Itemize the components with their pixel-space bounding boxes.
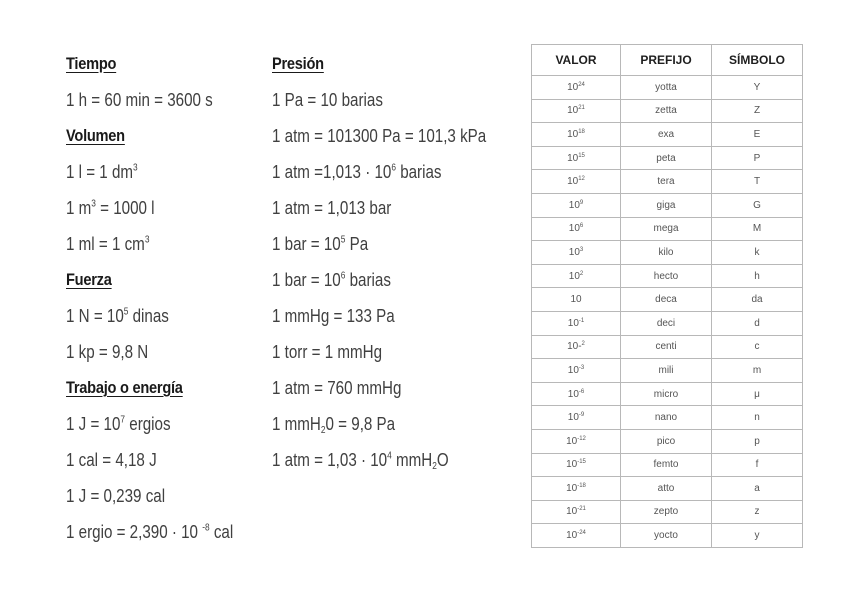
conversion-line <box>66 226 230 262</box>
superscript: 3 <box>133 162 138 174</box>
value-cell <box>532 170 621 194</box>
header-prefijo: PREFIJO <box>621 45 712 76</box>
value-cell <box>532 406 621 430</box>
header-valor: VALOR <box>532 45 621 76</box>
value-cell <box>532 193 621 217</box>
value-base: 10 <box>567 81 579 93</box>
value-exponent: -21 <box>577 506 586 513</box>
section-heading: Fuerza <box>66 270 112 289</box>
prefix-cell: pico <box>621 429 712 453</box>
superscript: 3 <box>91 198 96 210</box>
symbol-cell: Y <box>712 76 803 100</box>
value-base: 10 <box>567 105 579 117</box>
value-base: 10 <box>568 223 580 235</box>
value-exponent: 21 <box>578 105 585 112</box>
conversion-line <box>272 370 477 406</box>
superscript: 7 <box>120 414 126 426</box>
units-column-middle <box>272 46 522 478</box>
symbol-cell: d <box>712 311 803 335</box>
value-cell <box>532 311 621 335</box>
table-row <box>532 264 803 288</box>
value-exponent: 6 <box>579 223 584 230</box>
value-exponent: 15 <box>578 152 585 159</box>
prefix-cell: tera <box>621 170 712 194</box>
value-base: 10 <box>568 270 580 282</box>
symbol-cell: Z <box>712 99 803 123</box>
symbol-cell: P <box>712 146 803 170</box>
value-exponent: -3 <box>578 364 585 371</box>
superscript: 3 <box>144 234 150 246</box>
symbol-cell: c <box>712 335 803 359</box>
table-row <box>532 477 803 501</box>
value-base: 10 <box>566 435 578 447</box>
conversion-line <box>272 226 477 262</box>
prefix-cell: mili <box>621 359 712 383</box>
superscript: 4 <box>387 450 392 462</box>
conversion-line <box>66 442 230 478</box>
symbol-cell: da <box>712 288 803 312</box>
value-exponent: 3 <box>579 246 584 253</box>
conversion-text: 1 atm = 101300 Pa = 101,3 kPa <box>272 125 487 146</box>
conversion-text: 1 atm = 760 mmHg <box>272 377 402 398</box>
symbol-cell: G <box>712 193 803 217</box>
header-simbolo: SÍMBOLO <box>712 45 803 76</box>
conversion-line <box>66 298 230 334</box>
conversion-text: mmH <box>391 449 433 470</box>
symbol-cell: M <box>712 217 803 241</box>
prefix-cell: deci <box>621 311 712 335</box>
section-heading: Volumen <box>66 126 125 145</box>
prefix-cell: yocto <box>621 524 712 548</box>
conversion-line <box>272 154 477 190</box>
conversion-text: 1 ergio = 2,390 · 10 <box>66 521 203 542</box>
prefix-cell: nano <box>621 406 712 430</box>
prefix-cell: femto <box>621 453 712 477</box>
conversion-text: 1 Pa = 10 barias <box>272 89 383 110</box>
conversion-text: 1 bar = 10 <box>272 269 341 290</box>
value-exponent: -9 <box>578 412 585 419</box>
value-base: 10 <box>567 128 579 140</box>
symbol-cell: n <box>712 406 803 430</box>
symbol-cell: k <box>712 241 803 265</box>
conversion-text: dinas <box>128 305 169 326</box>
value-cell <box>532 524 621 548</box>
value-cell <box>532 335 621 359</box>
conversion-line <box>66 190 230 226</box>
prefix-cell: kilo <box>621 241 712 265</box>
prefix-cell: exa <box>621 123 712 147</box>
conversion-text: 1 atm =1,013 · 10 <box>272 161 392 182</box>
conversion-line <box>66 478 230 514</box>
table-row <box>532 76 803 100</box>
value-base: 10 <box>566 506 578 518</box>
value-cell <box>532 99 621 123</box>
table-row <box>532 359 803 383</box>
conversion-text: O <box>436 449 449 470</box>
prefix-cell: micro <box>621 382 712 406</box>
conversion-text: ergios <box>125 413 171 434</box>
prefix-cell: peta <box>621 146 712 170</box>
conversion-text: 1 m <box>66 197 92 218</box>
table-row <box>532 288 803 312</box>
table-row <box>532 311 803 335</box>
symbol-cell: μ <box>712 382 803 406</box>
symbol-cell: T <box>712 170 803 194</box>
value-exponent: 18 <box>578 128 585 135</box>
symbol-cell: m <box>712 359 803 383</box>
table-row <box>532 123 803 147</box>
table-row <box>532 99 803 123</box>
section-heading: Tiempo <box>66 54 117 73</box>
symbol-cell: p <box>712 429 803 453</box>
superscript: 5 <box>123 306 129 318</box>
value-cell <box>532 382 621 406</box>
table-row <box>532 524 803 548</box>
value-cell <box>532 477 621 501</box>
conversion-line <box>66 334 230 370</box>
conversion-line <box>66 406 230 442</box>
conversion-line <box>272 82 477 118</box>
prefix-cell: mega <box>621 217 712 241</box>
value-base: 10 <box>567 176 579 188</box>
value-cell <box>532 453 621 477</box>
table-row <box>532 429 803 453</box>
value-base: 10- <box>567 341 582 353</box>
value-exponent: -6 <box>578 388 585 395</box>
prefix-cell: deca <box>621 288 712 312</box>
superscript: 6 <box>340 270 346 282</box>
conversion-text: barias <box>345 269 391 290</box>
value-base: 10 <box>567 388 579 400</box>
value-exponent: -1 <box>578 317 585 324</box>
symbol-cell: z <box>712 500 803 524</box>
conversion-text: Pa <box>345 233 369 254</box>
superscript: -8 <box>202 522 210 534</box>
table-row <box>532 382 803 406</box>
conversion-text: 1 mmH <box>272 413 321 434</box>
conversion-text: 1 cal = 4,18 J <box>66 449 157 470</box>
table-row <box>532 217 803 241</box>
conversion-line <box>66 82 230 118</box>
value-base: 10 <box>567 317 579 329</box>
value-exponent: 2 <box>579 270 584 277</box>
value-cell <box>532 264 621 288</box>
table-row <box>532 170 803 194</box>
conversion-line <box>272 118 487 154</box>
conversion-text: 1 torr = 1 mmHg <box>272 341 383 362</box>
conversion-text: cal <box>209 521 234 542</box>
table-row <box>532 500 803 524</box>
value-base: 10 <box>570 294 582 306</box>
value-cell <box>532 123 621 147</box>
value-cell <box>532 76 621 100</box>
symbol-cell: E <box>712 123 803 147</box>
conversion-text: 1 h = 60 min = 3600 s <box>66 89 213 110</box>
subscript: 2 <box>320 425 326 437</box>
prefix-cell: zetta <box>621 99 712 123</box>
conversion-text: 1 kp = 9,8 N <box>66 341 149 362</box>
value-base: 10 <box>567 152 579 164</box>
value-exponent: 12 <box>578 176 585 183</box>
prefix-cell: centi <box>621 335 712 359</box>
value-base: 10 <box>567 364 579 376</box>
conversion-text: 1 N = 10 <box>66 305 124 326</box>
value-exponent: -24 <box>577 530 586 537</box>
value-exponent: 2 <box>581 341 585 348</box>
table-row <box>532 453 803 477</box>
conversion-text: 1 J = 0,239 cal <box>66 485 166 506</box>
value-cell <box>532 241 621 265</box>
value-exponent: 9 <box>579 199 584 206</box>
value-exponent: -15 <box>577 459 586 466</box>
conversion-line <box>272 334 477 370</box>
table-row <box>532 406 803 430</box>
prefix-cell: atto <box>621 477 712 501</box>
units-column-left <box>66 46 266 550</box>
value-exponent: -12 <box>577 435 586 442</box>
table-row <box>532 241 803 265</box>
value-base: 10 <box>568 199 580 211</box>
value-base: 10 <box>566 459 578 471</box>
value-base: 10 <box>566 530 578 542</box>
value-cell <box>532 146 621 170</box>
prefix-cell: hecto <box>621 264 712 288</box>
prefix-cell: zepto <box>621 500 712 524</box>
conversion-line <box>66 154 230 190</box>
value-cell <box>532 217 621 241</box>
symbol-cell: f <box>712 453 803 477</box>
conversion-text: 1 atm = 1,013 bar <box>272 197 392 218</box>
symbol-cell: a <box>712 477 803 501</box>
value-cell <box>532 359 621 383</box>
value-base: 10 <box>568 246 580 258</box>
conversion-line <box>272 406 477 442</box>
conversion-text: 0 = 9,8 Pa <box>325 413 396 434</box>
value-cell <box>532 500 621 524</box>
value-cell <box>532 288 621 312</box>
prefix-cell: yotta <box>621 76 712 100</box>
section-heading: Trabajo o energía <box>66 378 183 397</box>
value-cell <box>532 429 621 453</box>
section-heading: Presión <box>272 54 324 73</box>
table-row <box>532 335 803 359</box>
subscript: 2 <box>432 461 437 473</box>
conversion-text: 1 J = 10 <box>66 413 121 434</box>
symbol-cell: y <box>712 524 803 548</box>
conversion-text: = 1000 l <box>95 197 155 218</box>
conversion-text: barias <box>395 161 442 182</box>
conversion-text: 1 mmHg = 133 Pa <box>272 305 395 326</box>
conversion-line <box>272 262 477 298</box>
conversion-text: 1 ml = 1 cm <box>66 233 145 254</box>
value-exponent: -18 <box>577 482 586 489</box>
conversion-line <box>272 190 477 226</box>
conversion-text: 1 atm = 1,03 · 10 <box>272 449 388 470</box>
table-row <box>532 193 803 217</box>
conversion-line <box>272 442 477 478</box>
conversion-line <box>272 298 477 334</box>
value-base: 10 <box>567 412 579 424</box>
value-exponent: 24 <box>578 81 585 88</box>
prefix-table <box>531 44 803 548</box>
superscript: 5 <box>340 234 346 246</box>
conversion-text: 1 bar = 10 <box>272 233 341 254</box>
table-row <box>532 146 803 170</box>
conversion-line <box>66 514 234 550</box>
conversion-text: 1 l = 1 dm <box>66 161 134 182</box>
value-base: 10 <box>566 482 578 494</box>
superscript: 6 <box>391 162 396 174</box>
table-header-row <box>532 45 803 76</box>
symbol-cell: h <box>712 264 803 288</box>
prefix-cell: giga <box>621 193 712 217</box>
